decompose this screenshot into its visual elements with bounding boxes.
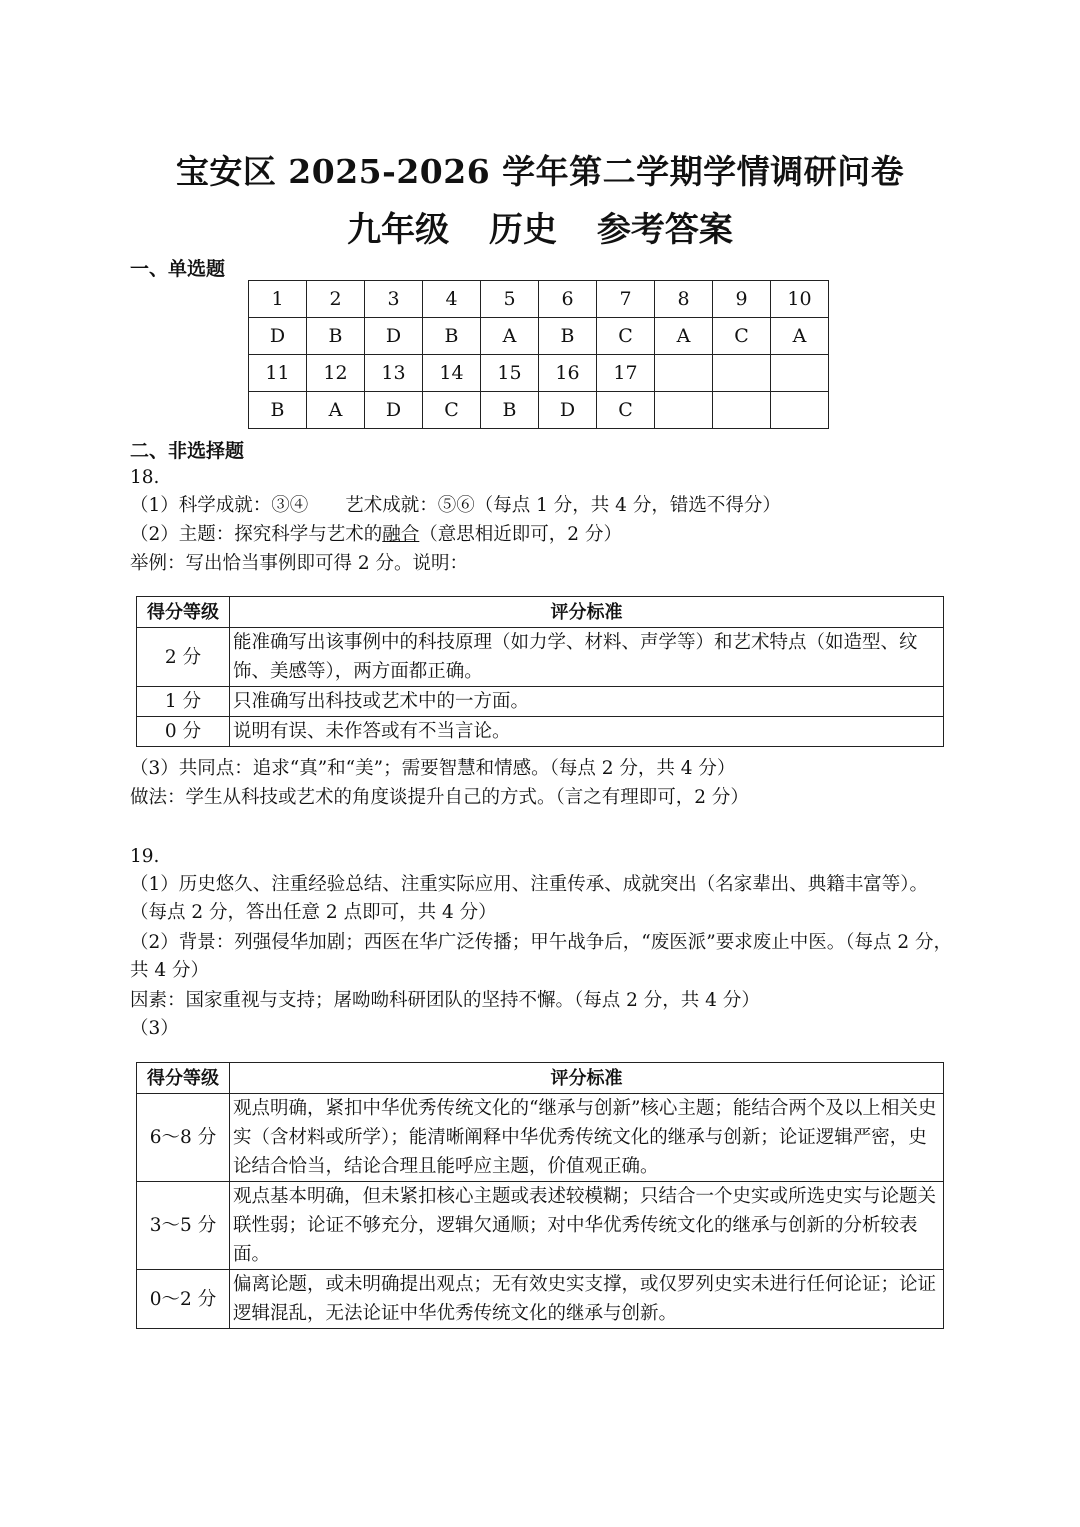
answer-cell: C — [713, 318, 771, 355]
document-subtitle — [0, 202, 1080, 251]
answer-cell: C — [423, 392, 481, 429]
question-18-number: 18. — [130, 467, 160, 488]
question-number-cell: 13 — [365, 355, 423, 392]
question-number-row — [249, 281, 829, 318]
rubric-header-criteria: 评分标准 — [230, 597, 944, 628]
question-number-cell: 6 — [539, 281, 597, 318]
rubric-row — [137, 628, 944, 687]
section-heading-non-choice: 二、非选择题 — [130, 440, 245, 462]
rubric-level-cell: 0 分 — [137, 717, 230, 747]
rubric-criteria-cell: 说明有误、未作答或有不当言论。 — [230, 717, 944, 747]
rubric-row — [137, 1182, 944, 1270]
question-19-number: 19. — [130, 846, 160, 867]
q18-part1: （1）科学成就：③④ 艺术成就：⑤⑥（每点 1 分，共 4 分，错选不得分） — [130, 495, 781, 516]
answer-row — [249, 318, 829, 355]
question-number-cell: 12 — [307, 355, 365, 392]
document-title: 宝安区 2025-2026 学年第二学期学情调研问卷 — [175, 152, 905, 191]
q18-part3: （3）共同点：追求“真”和“美”；需要智慧和情感。（每点 2 分，共 4 分） — [130, 758, 736, 779]
answer-cell: A — [307, 392, 365, 429]
q18-part2-post: （意思相近即可，2 分） — [419, 524, 622, 545]
question-number-cell — [771, 355, 829, 392]
q19-rubric-table — [136, 1062, 944, 1329]
question-number-cell: 2 — [307, 281, 365, 318]
q18-part2-pre: （2）主题：探究科学与艺术的 — [130, 524, 383, 545]
q19-part3-label: （3） — [130, 1018, 179, 1039]
question-number-cell: 3 — [365, 281, 423, 318]
answer-cell: A — [481, 318, 539, 355]
answer-cell — [771, 392, 829, 429]
question-number-cell — [655, 355, 713, 392]
question-number-cell: 14 — [423, 355, 481, 392]
answer-cell — [713, 392, 771, 429]
rubric-header-level: 得分等级 — [137, 597, 230, 628]
question-number-cell — [713, 355, 771, 392]
rubric-row — [137, 1094, 944, 1182]
q19-factors: 因素：国家重视与支持；屠呦呦科研团队的坚持不懈。（每点 2 分，共 4 分） — [130, 990, 760, 1011]
question-number-cell: 10 — [771, 281, 829, 318]
subtitle-grade: 九年级 — [347, 210, 450, 250]
answer-cell: B — [307, 318, 365, 355]
rubric-row — [137, 717, 944, 747]
question-number-cell: 16 — [539, 355, 597, 392]
q18-part2-underlined: 融合 — [382, 524, 420, 545]
q19-part2: （2）背景：列强侵华加剧；西医在华广泛传播；甲午战争后，“废医派”要求废止中医。（每点 2 分，共 4 分） — [130, 932, 952, 981]
answer-cell: D — [539, 392, 597, 429]
rubric-level-cell: 6～8 分 — [137, 1094, 230, 1182]
question-number-cell: 11 — [249, 355, 307, 392]
subtitle-type: 参考答案 — [596, 210, 733, 250]
rubric-criteria-cell: 能准确写出该事例中的科技原理（如力学、材料、声学等）和艺术特点（如造型、纹饰、美感等），两方面都正确。 — [230, 628, 944, 687]
answer-cell: B — [481, 392, 539, 429]
question-number-cell: 17 — [597, 355, 655, 392]
answer-cell: D — [365, 318, 423, 355]
rubric-criteria-cell: 偏离论题，或未明确提出观点；无有效史实支撑，或仅罗列史实未进行任何论证；论证逻辑混乱，无法论证中华优秀传统文化的继承与创新。 — [230, 1270, 944, 1329]
q18-example-note: 举例：写出恰当事例即可得 2 分。说明： — [130, 553, 469, 574]
answer-cell: C — [597, 392, 655, 429]
answer-row — [249, 392, 829, 429]
rubric-level-cell: 2 分 — [137, 628, 230, 687]
q18-rubric-table — [136, 596, 944, 747]
answer-cell: A — [655, 318, 713, 355]
rubric-row — [137, 1270, 944, 1329]
q19-part1: （1）历史悠久、注重经验总结、注重实际应用、注重传承、成就突出（名家辈出、典籍丰富等）。（每点 2 分，答出任意 2 点即可，共 4 分） — [130, 874, 929, 923]
question-number-row — [249, 355, 829, 392]
rubric-criteria-cell: 观点明确，紧扣中华优秀传统文化的“继承与创新”核心主题；能结合两个及以上相关史实（含材料或所学）；能清晰阐释中华优秀传统文化的继承与创新；论证逻辑严密，史论结合恰当，结论合理且能呼应主题，价值观正确。 — [230, 1094, 944, 1182]
question-number-cell: 8 — [655, 281, 713, 318]
rubric-level-cell: 1 分 — [137, 687, 230, 717]
answer-cell: B — [539, 318, 597, 355]
question-number-cell: 7 — [597, 281, 655, 318]
answer-cell: C — [597, 318, 655, 355]
rubric-criteria-cell: 观点基本明确，但未紧扣核心主题或表述较模糊；只结合一个史实或所选史实与论题关联性弱；论证不够充分，逻辑欠通顺；对中华优秀传统文化的继承与创新的分析较表面。 — [230, 1182, 944, 1270]
q18-practice: 做法：学生从科技或艺术的角度谈提升自己的方式。（言之有理即可，2 分） — [130, 787, 749, 808]
answer-cell: B — [423, 318, 481, 355]
rubric-row — [137, 687, 944, 717]
subtitle-subject: 历史 — [489, 210, 557, 250]
answer-cell — [655, 392, 713, 429]
rubric-level-cell: 3～5 分 — [137, 1182, 230, 1270]
rubric-header-level: 得分等级 — [137, 1063, 230, 1094]
question-number-cell: 1 — [249, 281, 307, 318]
question-number-cell: 15 — [481, 355, 539, 392]
answer-cell: D — [249, 318, 307, 355]
rubric-level-cell: 0～2 分 — [137, 1270, 230, 1329]
answer-cell: D — [365, 392, 423, 429]
single-choice-answer-table — [248, 280, 829, 429]
rubric-header-criteria: 评分标准 — [230, 1063, 944, 1094]
answer-cell: B — [249, 392, 307, 429]
question-number-cell: 9 — [713, 281, 771, 318]
question-number-cell: 5 — [481, 281, 539, 318]
section-heading-single-choice: 一、单选题 — [130, 258, 226, 280]
question-number-cell: 4 — [423, 281, 481, 318]
rubric-criteria-cell: 只准确写出科技或艺术中的一方面。 — [230, 687, 944, 717]
answer-cell: A — [771, 318, 829, 355]
q18-part2 — [130, 521, 622, 549]
